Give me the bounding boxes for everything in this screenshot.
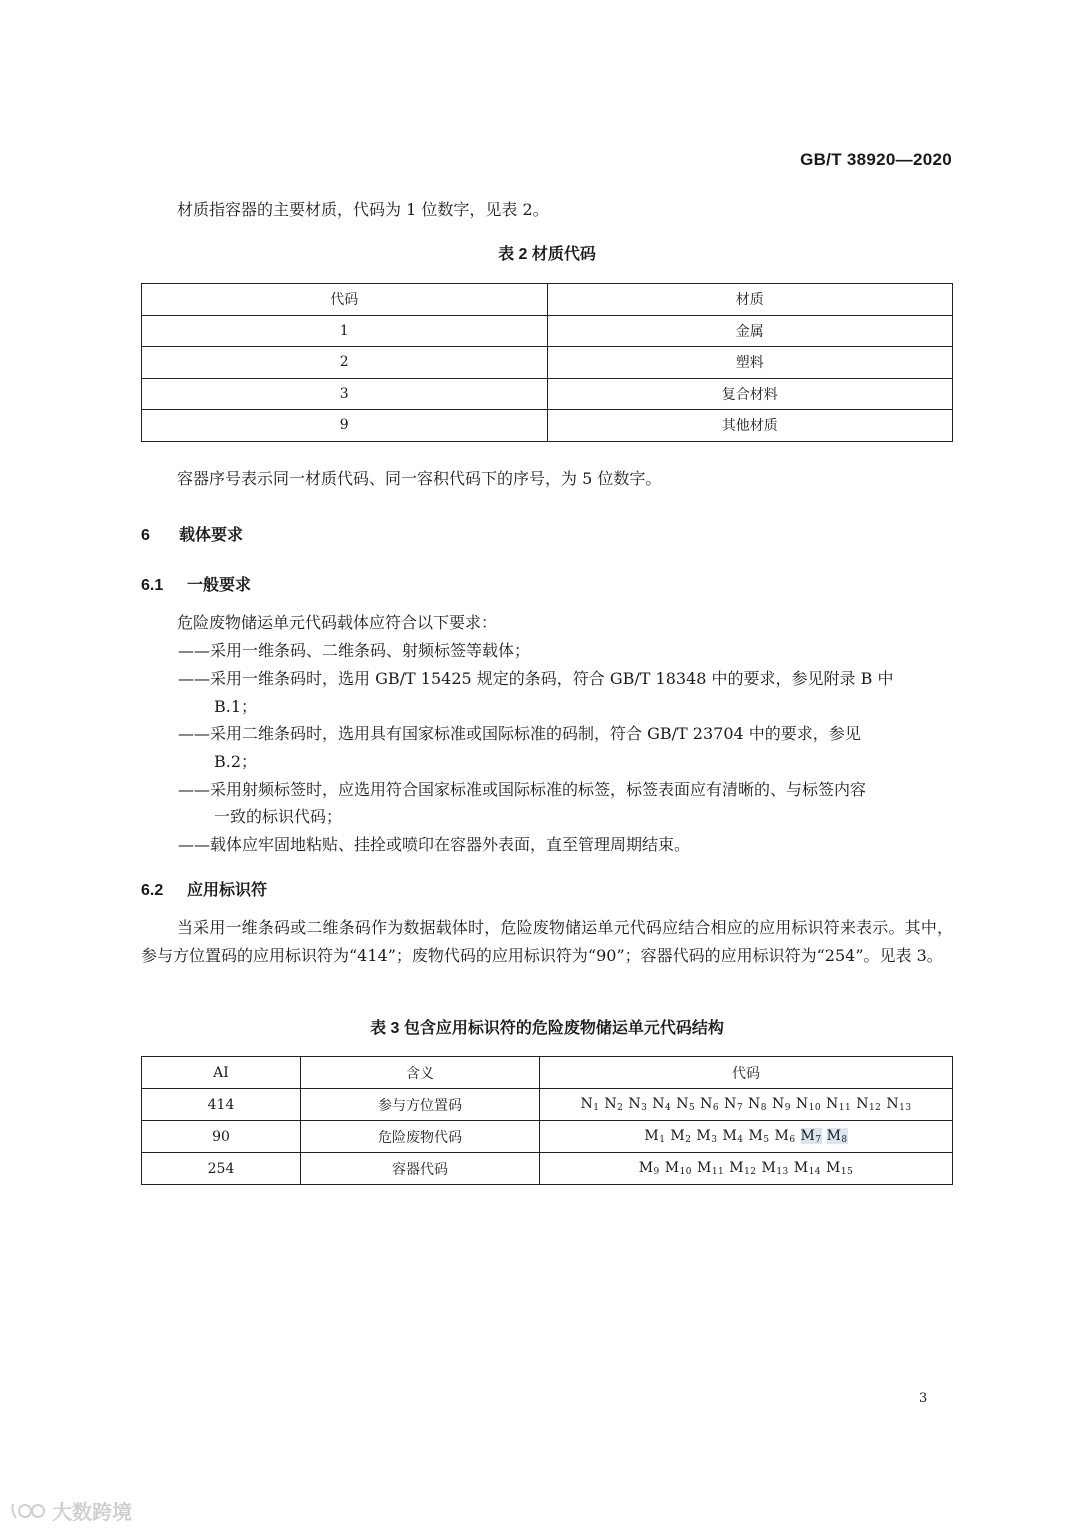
code-digit: $N_1$	[580, 1096, 600, 1113]
code-digit: $N_8$	[748, 1096, 767, 1113]
code-digit: $M_9$	[638, 1160, 660, 1177]
section-number: 6.1	[141, 577, 164, 594]
table-header-cell: 代码	[142, 284, 548, 316]
code-digit: $M_5$	[748, 1128, 770, 1145]
ai-structure-table	[141, 1056, 953, 1185]
code-digit: $N_{10}$	[795, 1096, 822, 1113]
material-code-table	[141, 283, 953, 442]
standard-number: GB/T 38920—2020	[800, 150, 952, 169]
table-row	[142, 347, 953, 379]
list-item-continuation: 一致的标识代码；	[214, 807, 343, 826]
table-cell: 90	[142, 1121, 301, 1153]
table-cell: 其他材质	[547, 410, 953, 442]
code-digit: $M_{14}$	[793, 1160, 822, 1177]
code-digit: $M_6$	[774, 1128, 796, 1145]
list-item-continuation: B.2；	[214, 752, 258, 771]
section-6-1-heading	[141, 572, 251, 595]
watermark-logo-icon	[10, 1500, 46, 1522]
table-row	[142, 410, 953, 442]
section-title: 一般要求	[187, 577, 252, 594]
list-item: ——载体应牢固地粘贴、挂拴或喷印在容器外表面，直至管理周期结束。	[178, 835, 691, 854]
table-cell: 2	[142, 347, 548, 379]
table-row	[142, 378, 953, 410]
section-title: 应用标识符	[187, 882, 268, 899]
code-digit: $N_5$	[676, 1096, 696, 1113]
intro-paragraph: 材质指容器的主要材质，代码为 1 位数字，见表 2。	[177, 200, 549, 219]
table-row	[142, 1121, 953, 1153]
code-digit: $M_{12}$	[729, 1160, 757, 1177]
code-digit: $N_3$	[628, 1096, 648, 1113]
code-structure-cell	[540, 1089, 953, 1121]
table-header-cell: 代码	[540, 1057, 953, 1089]
code-digit: $M_2$	[670, 1128, 692, 1145]
list-item: ——采用一维条码时，选用 GB/T 15425 规定的条码，符合 GB/T 18348 中的要求，参见附录 B 中	[178, 669, 894, 688]
section-number: 6	[141, 527, 150, 544]
requirements-lead: 危险废物储运单元代码载体应符合以下要求：	[177, 613, 498, 632]
table-header-cell: 含义	[301, 1057, 540, 1089]
code-digit: $N_7$	[724, 1096, 744, 1113]
serial-paragraph: 容器序号表示同一材质代码、同一容积代码下的序号，为 5 位数字。	[177, 469, 662, 488]
code-digit: $M_4$	[722, 1128, 744, 1145]
watermark	[10, 1496, 132, 1525]
section-number: 6.2	[141, 882, 164, 899]
watermark-text: 大数跨境	[52, 1502, 132, 1524]
table-header-row	[142, 1057, 953, 1089]
table-cell: 414	[142, 1089, 301, 1121]
list-item: ——采用二维条码时，选用具有国家标准或国际标准的码制，符合 GB/T 23704 中的要求，参见	[178, 724, 861, 743]
code-digit: $M_{11}$	[696, 1160, 725, 1177]
table-row	[142, 1089, 953, 1121]
table-row	[142, 1153, 953, 1185]
list-item-continuation: B.1；	[214, 697, 258, 716]
code-digit: $M_1$	[644, 1128, 666, 1145]
code-digit: $M_{10}$	[664, 1160, 693, 1177]
code-digit: $M_8$	[826, 1128, 848, 1145]
table-cell: 参与方位置码	[301, 1089, 540, 1121]
code-digit: $M_3$	[696, 1128, 718, 1145]
code-digit: $N_2$	[604, 1096, 624, 1113]
table3-caption: 表 3 包含应用标识符的危险废物储运单元代码结构	[370, 1020, 724, 1037]
code-digit: $N_9$	[771, 1096, 791, 1113]
table-header-cell: 材质	[547, 284, 953, 316]
table-cell: 254	[142, 1153, 301, 1185]
code-digit: $N_6$	[700, 1096, 720, 1113]
section-6-2-heading	[141, 877, 267, 900]
code-digit: $N_{11}$	[826, 1096, 852, 1113]
code-digit: $M_{13}$	[761, 1160, 789, 1177]
table-cell: 容器代码	[301, 1153, 540, 1185]
page-number: 3	[919, 1391, 928, 1406]
table-cell: 金属	[547, 315, 953, 347]
code-digit: $N_4$	[652, 1096, 672, 1113]
code-digit: $M_7$	[800, 1128, 822, 1145]
code-structure-cell	[540, 1121, 953, 1153]
ai-paragraph: 当采用一维条码或二维条码作为数据载体时，危险废物储运单元代码应结合相应的应用标识符来表示。其中，参与方位置码的应用标识符为“414”；废物代码的应用标识符为“90”；容器代码的应用标识符为“254”。见表 3。	[141, 918, 953, 965]
table-cell: 1	[142, 315, 548, 347]
code-structure-cell	[540, 1153, 953, 1185]
table-cell: 复合材料	[547, 378, 953, 410]
table2-caption: 表 2 材质代码	[498, 246, 596, 263]
table-header-row	[142, 284, 953, 316]
list-item: ——采用射频标签时，应选用符合国家标准或国际标准的标签，标签表面应有清晰的、与标签内容	[178, 780, 867, 799]
section-title: 载体要求	[179, 527, 244, 544]
section-6-heading	[141, 522, 243, 545]
list-item: ——采用一维条码、二维条码、射频标签等载体；	[178, 641, 531, 660]
code-digit: $M_{15}$	[825, 1160, 854, 1177]
table-cell: 塑料	[547, 347, 953, 379]
table-cell: 危险废物代码	[301, 1121, 540, 1153]
code-digit: $N_{12}$	[856, 1096, 882, 1113]
table-row	[142, 315, 953, 347]
table-header-cell: AI	[142, 1057, 301, 1089]
table-cell: 9	[142, 410, 548, 442]
code-digit: $N_{13}$	[886, 1096, 912, 1113]
table-cell: 3	[142, 378, 548, 410]
